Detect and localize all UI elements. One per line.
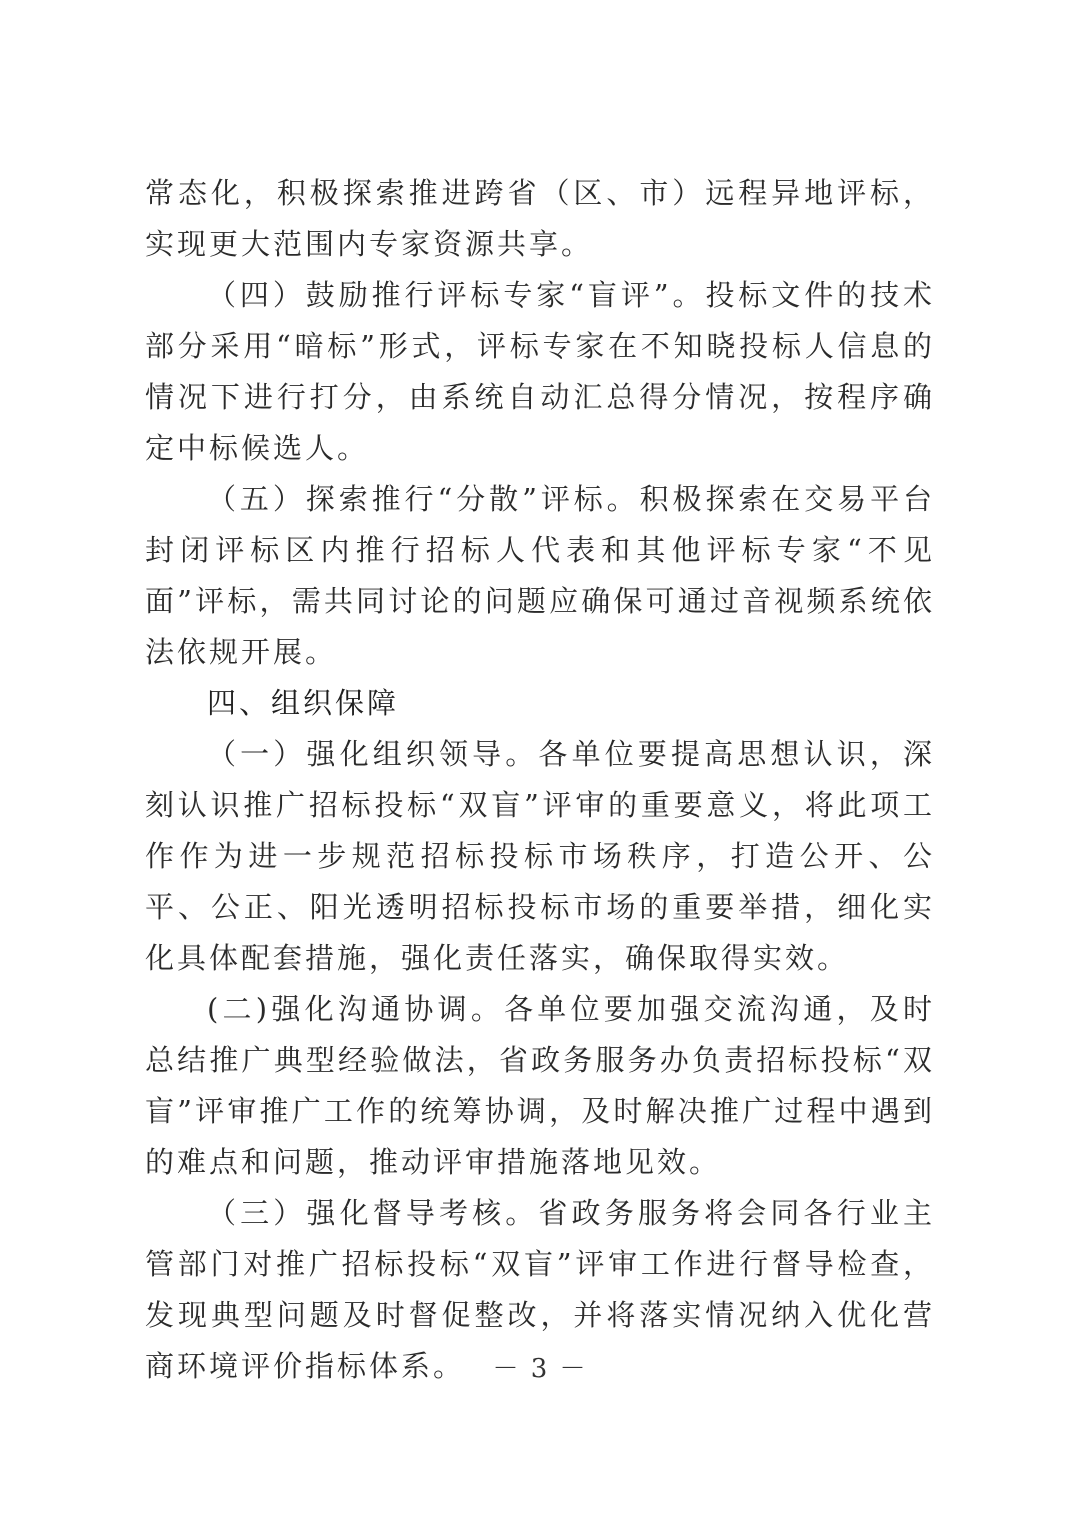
paragraph-organization-leadership: （一）强化组织领导。各单位要提高思想认识，深刻认识推广招标投标“双盲”评审的重要意义，将此项工作作为进一步规范招标投标市场秩序，打造公开、公平、公正、阳光透明招标投标市场的重要举措，细化实化具体配套措施，强化责任落实，确保取得实效。 bbox=[145, 737, 935, 975]
paragraph-distributed-review: （五）探索推行“分散”评标。积极探索在交易平台封闭评标区内推行招标人代表和其他评标专家“不见面”评标，需共同讨论的问题应确保可通过音视频系统依法依规开展。 bbox=[145, 482, 935, 669]
section-heading: 四、组织保障 bbox=[207, 686, 400, 720]
paragraph-continuation: 常态化，积极探索推进跨省（区、市）远程异地评标，实现更大范围内专家资源共享。 bbox=[145, 176, 935, 261]
page-number: － 3 － bbox=[492, 1354, 588, 1384]
paragraph-communication-coordination: (二)强化沟通协调。各单位要加强交流沟通，及时总结推广典型经验做法，省政务服务办负责招标投标“双盲”评审推广工作的统筹协调，及时解决推广过程中遇到的难点和问题，推动评审措施落地见效。 bbox=[145, 992, 935, 1179]
paragraph-blind-review: （四）鼓励推行评标专家“盲评”。投标文件的技术部分采用“暗标”形式，评标专家在不知晓投标人信息的情况下进行打分，由系统自动汇总得分情况，按程序确定中标候选人。 bbox=[145, 278, 935, 465]
paragraph-supervision-assessment: （三）强化督导考核。省政务服务将会同各行业主管部门对推广招标投标“双盲”评审工作进行督导检查，发现典型问题及时督促整改，并将落实情况纳入优化营商环境评价指标体系。 bbox=[145, 1196, 935, 1383]
document-body bbox=[145, 168, 935, 1392]
